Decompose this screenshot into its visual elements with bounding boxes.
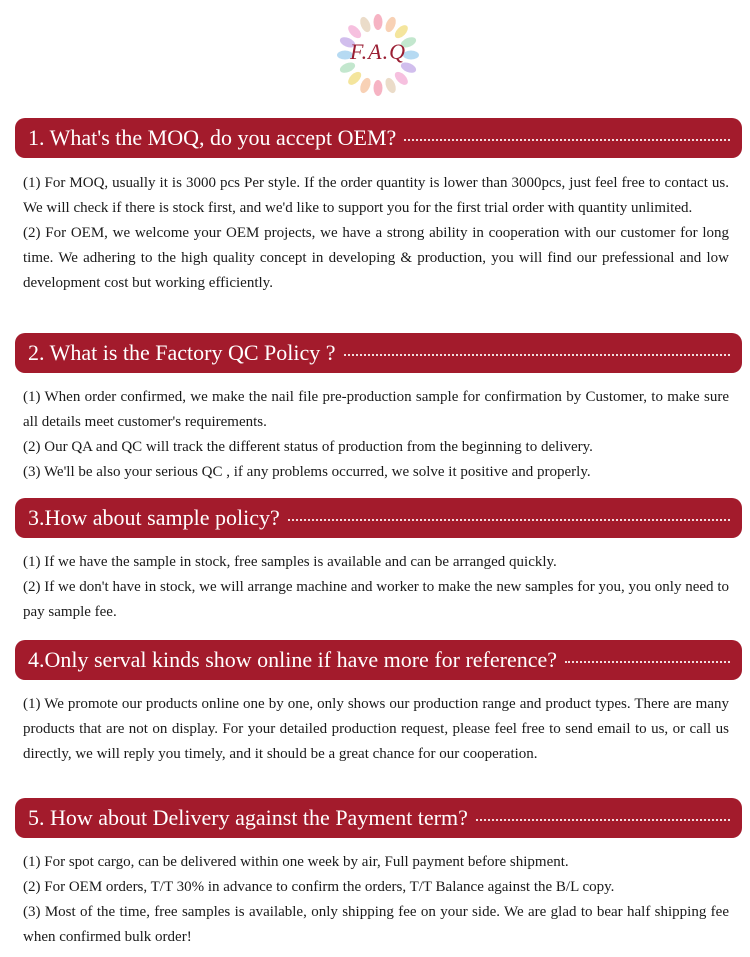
section-divider-dots (344, 354, 730, 356)
nail-swatch (392, 23, 410, 41)
nail-swatch (358, 15, 372, 33)
section-paragraph: (2) For OEM, we welcome your OEM projects, we have a strong ability in cooperation with our customer for long time. We adhering to the high quality concept in developing & production, you will find our prefessional and low development cost but working efficiently. (23, 225, 729, 291)
section-divider-dots (565, 661, 730, 663)
nail-swatch (346, 69, 364, 87)
section-header-1 (15, 118, 742, 158)
faq-logo-text: F.A.Q (350, 39, 406, 64)
nail-swatch (383, 15, 397, 33)
nail-swatch (374, 14, 383, 30)
section-header-4 (15, 640, 742, 680)
section-title-1: 1. What's the MOQ, do you accept OEM? (28, 125, 397, 150)
section-body-3 (23, 550, 729, 625)
section-paragraph: (1) When order confirmed, we make the nail file pre-production sample for confirmation by Customer, to make sure all details meet customer's requirements. (23, 389, 729, 430)
section-body-2 (23, 385, 729, 485)
section-paragraph: (3) We'll be also your serious QC , if any problems occurred, we solve it positive and properly. (23, 464, 591, 480)
section-paragraph: (2) For OEM orders, T/T 30% in advance to confirm the orders, T/T Balance against the B/L copy. (23, 879, 615, 895)
section-header-5 (15, 798, 742, 838)
section-paragraph: (1) For spot cargo, can be delivered within one week by air, Full payment before shipment. (23, 854, 569, 870)
nail-swatch (383, 76, 397, 94)
nail-swatch (392, 69, 410, 87)
section-paragraph: (2) Our QA and QC will track the different status of production from the beginning to delivery. (23, 439, 593, 455)
section-header-3 (15, 498, 742, 538)
section-body-1 (23, 171, 729, 296)
section-divider-dots (288, 519, 730, 521)
section-body-5 (23, 850, 729, 950)
nail-swatch (374, 80, 383, 96)
section-paragraph: (1) We promote our products online one by one, only shows our production range and product types. There are many products that are not on display. For your detailed production request, please feel free to send email to us, or call us directly, we will reply you timely, and it should be a great chance for our cooperation. (23, 696, 729, 762)
section-paragraph: (2) If we don't have in stock, we will arrange machine and worker to make the new samples for you, you only need to pay sample fee. (23, 579, 729, 620)
faq-logo (335, 12, 421, 98)
section-header-2 (15, 333, 742, 373)
section-paragraph: (3) Most of the time, free samples is available, only shipping fee on your side. We are glad to bear half shipping fee when confirmed bulk order! (23, 904, 729, 945)
section-title-4: 4.Only serval kinds show online if have more for reference? (28, 647, 558, 672)
section-divider-dots (476, 819, 730, 821)
section-title-3: 3.How about sample policy? (28, 505, 280, 530)
nail-swatch (358, 76, 372, 94)
section-body-4 (23, 692, 729, 767)
nail-swatch (346, 23, 364, 41)
section-divider-dots (404, 139, 730, 141)
section-title-5: 5. How about Delivery against the Payment term? (28, 805, 468, 830)
section-title-2: 2. What is the Factory QC Policy ? (28, 340, 336, 365)
section-paragraph: (1) For MOQ, usually it is 3000 pcs Per style. If the order quantity is lower than 3000pcs, just feel free to contact us. We will check if there is stock first, and we'd like to support you for the first trial order with quantity unlimited. (23, 175, 729, 216)
section-paragraph: (1) If we have the sample in stock, free samples is available and can be arranged quickly. (23, 554, 557, 570)
